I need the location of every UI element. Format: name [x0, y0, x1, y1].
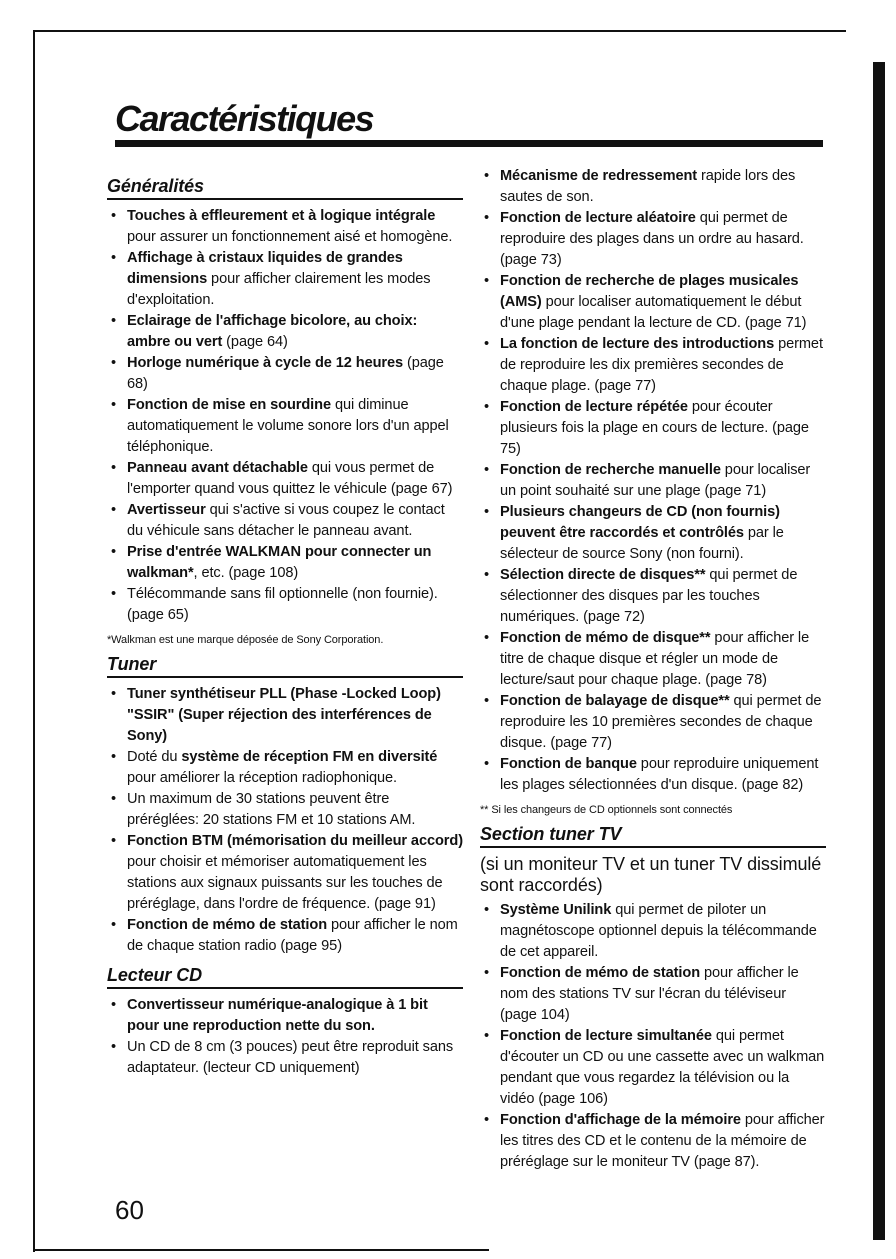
section-heading-lecteur-cd: Lecteur CD — [107, 965, 463, 989]
list-item: • Fonction de mise en sourdine qui diminue automatiquement le volume sonore lors d'un appel téléphonique. — [107, 395, 463, 458]
section-heading-tuner: Tuner — [107, 654, 463, 678]
page-number: 60 — [115, 1195, 144, 1225]
list-item: • Fonction de lecture répétée pour écouter plusieurs fois la plage en cours de lecture. (page 75) — [480, 397, 826, 460]
list-item: • Fonction de recherche de plages musicales (AMS) pour localiser automatiquement le début d'une plage pendant la lecture de CD. (page 71) — [480, 271, 826, 334]
list-item: • Télécommande sans fil optionnelle (non fournie). (page 65) — [107, 584, 463, 626]
list-item: • Horloge numérique à cycle de 12 heures (page 68) — [107, 353, 463, 395]
section-heading-tuner-tv: Section tuner TV — [480, 824, 826, 848]
list-item: • Touches à effleurement et à logique intégrale pour assurer un fonctionnement aisé et homogène. — [107, 206, 463, 248]
list-item: • Fonction de mémo de station pour afficher le nom des stations TV sur l'écran du téléviseur (page 104) — [480, 963, 826, 1026]
list-item: • Affichage à cristaux liquides de grandes dimensions pour afficher clairement les modes d'exploitation. — [107, 248, 463, 311]
list-item: • Tuner synthétiseur PLL (Phase -Locked Loop) "SSIR" (Super réjection des interférences de Sony) — [107, 684, 463, 747]
list-item: • Système Unilink qui permet de piloter un magnétoscope optionnel depuis la télécommande de cet appareil. — [480, 900, 826, 963]
right-column — [480, 166, 826, 1173]
list-item: • Fonction de lecture aléatoire qui permet de reproduire des plages dans un ordre au hasard. (page 73) — [480, 208, 826, 271]
list-item: • Convertisseur numérique-analogique à 1 bit pour une reproduction nette du son. — [107, 995, 463, 1037]
list-item: • Fonction d'affichage de la mémoire pour afficher les titres des CD et le contenu de la mémoire de préréglage sur le moniteur TV (page 87). — [480, 1110, 826, 1173]
tuner-tv-subheading: (si un moniteur TV et un tuner TV dissimulé sont raccordés) — [480, 854, 822, 895]
tuner-list — [107, 684, 463, 957]
list-item: • Doté du système de réception FM en diversité pour améliorer la réception radiophonique. — [107, 747, 463, 789]
lecteur-cd-list — [107, 995, 463, 1079]
tuner-tv-list — [480, 900, 826, 1173]
top-border-rule — [34, 30, 846, 32]
left-border-rule — [33, 30, 35, 1252]
title-underline — [115, 140, 823, 147]
list-item: • Un CD de 8 cm (3 pouces) peut être reproduit sans adaptateur. (lecteur CD uniquement) — [107, 1037, 463, 1079]
bottom-border-rule — [34, 1249, 489, 1251]
list-item: • La fonction de lecture des introductions permet de reproduire les dix premières secondes de chaque plage. (page 77) — [480, 334, 826, 397]
list-item: • Panneau avant détachable qui vous permet de l'emporter quand vous quittez le véhicule (page 67) — [107, 458, 463, 500]
footnote-cd-changers: ** Si les changeurs de CD optionnels sont connectés — [480, 804, 733, 816]
list-item: • Fonction BTM (mémorisation du meilleur accord) pour choisir et mémoriser automatiquement les stations aux signaux puissants sur les touches de préréglage, dans l'ordre de fréquence. (page 91) — [107, 831, 463, 915]
generalites-list — [107, 206, 463, 626]
list-item: • Plusieurs changeurs de CD (non fournis) peuvent être raccordés et contrôlés par le sélecteur de source Sony (non fourni). — [480, 502, 826, 565]
list-item: • Fonction de mémo de disque** pour afficher le titre de chaque disque et régler un mode de lecture/saut pour chaque plage. (page 78) — [480, 628, 826, 691]
list-item: • Mécanisme de redressement rapide lors des sautes de son. — [480, 166, 826, 208]
list-item: • Sélection directe de disques** qui permet de sélectionner des disques par les touches numériques. (page 72) — [480, 565, 826, 628]
page-title: Caractéristiques — [115, 98, 374, 139]
list-item: • Fonction de lecture simultanée qui permet d'écouter un CD ou une cassette avec un walkman pendant que vous regardez la télévision ou la vidéo (page 106) — [480, 1026, 826, 1110]
section-heading-generalites: Généralités — [107, 176, 463, 200]
list-item: • Un maximum de 30 stations peuvent être préréglées: 20 stations FM et 10 stations AM. — [107, 789, 463, 831]
list-item: • Fonction de balayage de disque** qui permet de reproduire les 10 premières secondes de chaque disque. (page 77) — [480, 691, 826, 754]
list-item: • Fonction de recherche manuelle pour localiser un point souhaité sur une plage (page 71) — [480, 460, 826, 502]
left-column — [107, 174, 463, 1079]
list-item: • Avertisseur qui s'active si vous coupez le contact du véhicule sans détacher le panneau avant. — [107, 500, 463, 542]
right-edge-bar — [873, 62, 885, 1240]
cd-features-list — [480, 166, 826, 796]
list-item: • Prise d'entrée WALKMAN pour connecter un walkman*, etc. (page 108) — [107, 542, 463, 584]
list-item: • Fonction de mémo de station pour afficher le nom de chaque station radio (page 95) — [107, 915, 463, 957]
footnote-walkman: *Walkman est une marque déposée de Sony Corporation. — [107, 634, 384, 646]
list-item: • Eclairage de l'affichage bicolore, au choix: ambre ou vert (page 64) — [107, 311, 463, 353]
list-item: • Fonction de banque pour reproduire uniquement les plages sélectionnées d'un disque. (page 82) — [480, 754, 826, 796]
